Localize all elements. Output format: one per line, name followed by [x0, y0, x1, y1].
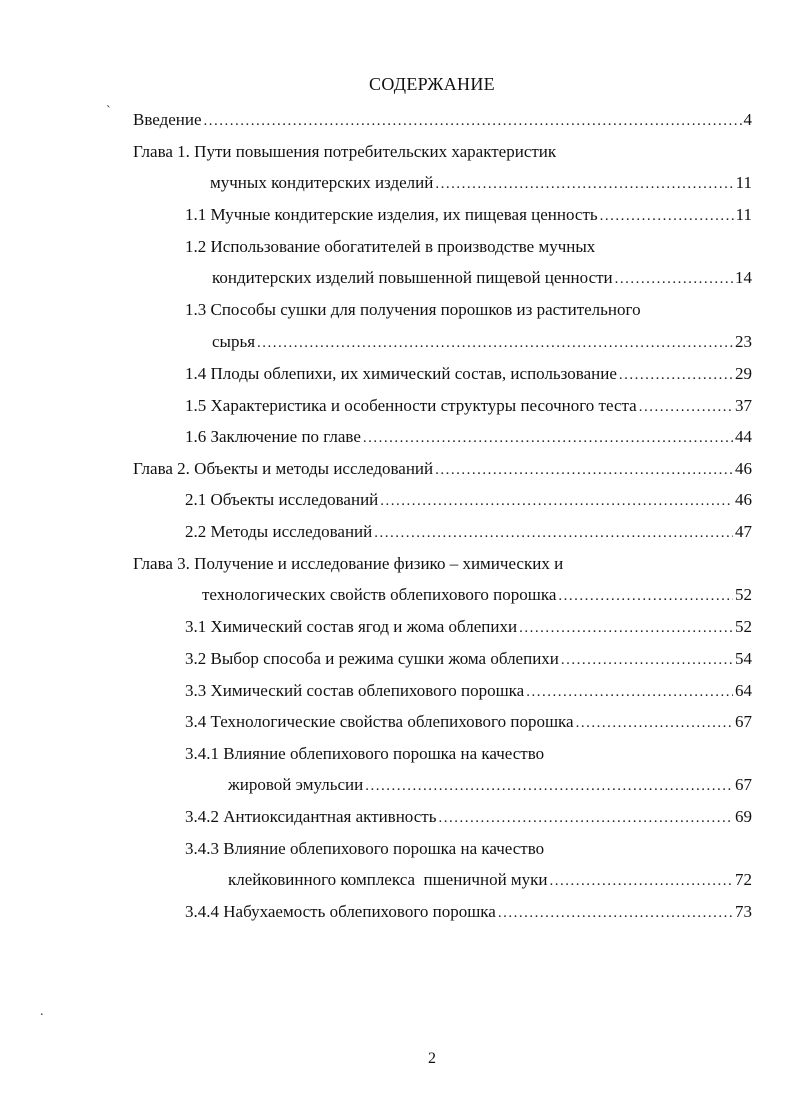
toc-label: 1.6 Заключение по главе [185, 427, 361, 446]
toc-chapter-1-title: Глава 1. Пути повышения потребительских характеристик [133, 142, 557, 161]
leader-dots [615, 271, 733, 288]
toc-section-3-4-1-title: 3.4.1 Влияние облепихового порошка на качество [185, 744, 545, 763]
leader-dots [204, 113, 742, 130]
toc-page: 52 [735, 585, 752, 604]
toc-page: 29 [735, 364, 752, 383]
toc-entry-3-3 [185, 681, 752, 701]
leader-dots [576, 715, 733, 732]
toc-entry-1-4 [185, 364, 752, 384]
toc-entry-chapter-2 [133, 459, 752, 479]
toc-page: 73 [735, 902, 752, 921]
toc-entry-3-4 [185, 712, 752, 732]
toc-page: 37 [735, 396, 752, 415]
toc-page: 64 [735, 681, 752, 700]
toc-label: 3.4 Технологические свойства облепихового порошка [185, 712, 574, 731]
toc-page: 67 [735, 775, 752, 794]
stray-dot: . [40, 1004, 44, 1019]
toc-chapter-3-title: Глава 3. Получение и исследование физико – химических и [133, 554, 564, 573]
toc-entry-1-1 [185, 205, 752, 225]
toc-section-3-4-3-title: 3.4.3 Влияние облепихового порошка на качество [185, 839, 545, 858]
stray-mark: ` [106, 104, 111, 119]
toc-label: 1.5 Характеристика и особенности структуры песочного теста [185, 396, 637, 415]
toc-page: 11 [735, 205, 752, 224]
toc-label: 3.1 Химический состав ягод и жома облепихи [185, 617, 518, 636]
toc-entry-3-1 [185, 617, 752, 637]
toc-label: 1.4 Плоды облепихи, их химический состав, использование [185, 364, 617, 383]
leader-dots [435, 176, 733, 193]
leader-dots [435, 462, 733, 479]
toc-entry-2-1 [185, 490, 752, 510]
toc-page: 67 [735, 712, 752, 731]
toc-entry-2-2 [185, 522, 752, 542]
toc-label: 3.4.2 Антиоксидантная активность [185, 807, 437, 826]
toc-page: 52 [735, 617, 752, 636]
toc-entry-intro [133, 110, 752, 130]
toc-entry-1-5 [185, 396, 752, 416]
toc-label: 2.1 Объекты исследований [185, 490, 379, 509]
toc-label: клейковинного комплекса пшеничной муки [228, 870, 548, 889]
leader-dots [257, 335, 733, 352]
toc-page: 47 [735, 522, 752, 541]
leader-dots [561, 652, 733, 669]
toc-label: 3.4.4 Набухаемость облепихового порошка [185, 902, 496, 921]
leader-dots [498, 905, 733, 922]
toc-label: 2.2 Методы исследований [185, 522, 373, 541]
toc-label: сырья [212, 332, 256, 351]
leader-dots [558, 588, 733, 605]
toc-page: 69 [735, 807, 752, 826]
toc-entry-chapter-3 [202, 585, 752, 605]
toc-entry-3-4-4 [185, 902, 752, 922]
toc-entry-3-4-3 [228, 870, 752, 890]
toc-entry-chapter-1 [210, 173, 752, 193]
leader-dots [619, 367, 733, 384]
leader-dots [374, 525, 733, 542]
toc-entry-3-4-2 [185, 807, 752, 827]
toc-page: 46 [735, 459, 752, 478]
leader-dots [519, 620, 733, 637]
toc-entry-1-2 [212, 268, 752, 288]
toc-section-1-2-title: 1.2 Использование обогатителей в производстве мучных [185, 237, 596, 256]
toc-label: жировой эмульсии [228, 775, 364, 794]
toc-label: 1.1 Мучные кондитерские изделия, их пищевая ценность [185, 205, 598, 224]
leader-dots [365, 778, 733, 795]
toc-label: технологических свойств облепихового порошка [202, 585, 557, 604]
leader-dots [380, 493, 733, 510]
leader-dots [363, 430, 733, 447]
toc-label: Введение [133, 110, 202, 129]
toc-page: 14 [735, 268, 752, 287]
toc-entry-1-3 [212, 332, 752, 352]
toc-page: 4 [743, 110, 752, 129]
leader-dots [639, 399, 733, 416]
leader-dots [550, 873, 733, 890]
toc-entry-3-2 [185, 649, 752, 669]
toc-label: Глава 2. Объекты и методы исследований [133, 459, 434, 478]
toc-page: 54 [735, 649, 752, 668]
leader-dots [438, 810, 733, 827]
toc-entry-1-6 [185, 427, 752, 447]
toc-page: 11 [735, 173, 752, 192]
toc-section-1-3-title: 1.3 Способы сушки для получения порошков из растительного [185, 300, 641, 319]
toc-label: кондитерских изделий повышенной пищевой ценности [212, 268, 613, 287]
page-title: СОДЕРЖАНИЕ [369, 74, 495, 94]
toc-page: 46 [735, 490, 752, 509]
page-number: 2 [428, 1050, 436, 1067]
toc-label: мучных кондитерских изделий [210, 173, 434, 192]
toc-page: 23 [735, 332, 752, 351]
leader-dots [600, 208, 734, 225]
leader-dots [526, 684, 733, 701]
toc-page: 44 [735, 427, 752, 446]
toc-label: 3.3 Химический состав облепихового порошка [185, 681, 525, 700]
toc-label: 3.2 Выбор способа и режима сушки жома облепихи [185, 649, 559, 668]
toc-entry-3-4-1 [228, 775, 752, 795]
toc-page: 72 [735, 870, 752, 889]
